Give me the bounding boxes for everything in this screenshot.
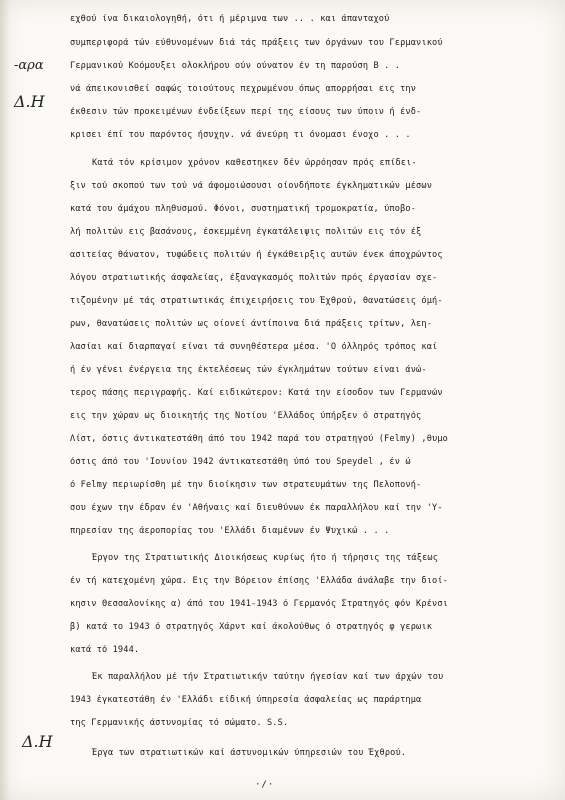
text-line-1: εχθού ίνα δικαιολογηθή, ότι ή μέριμνα των .. . και άπανταχού [70,14,390,24]
text-line-5: έκθεσιν τών προκειμένων ένδείξεων περί της είσους των ύποιν ή ένδ- [70,107,422,117]
page-continuation-mark: ·/· [255,780,275,790]
text-line-26: κησιν Θεσσαλονίκης α) άπό του 1941-1943 ό Γερμανός Στρατηγός φόν Κρένσι [70,599,448,609]
margin-note-3: Δ.Η [22,732,53,751]
text-line-23: πηρεσίαν της άεροπορίας του 'Ελλάδι διαμένων έν Ψυχικώ . . . [70,526,390,536]
text-line-6: κρισει έπί του παρόντος ήσυχην. νά άνεύρη τι όνομασι ένοχο . . . [70,130,411,140]
text-line-13: τιζομένην μέ τάς στρατιωτικάς έπιχειρήσεις του Έχθρού, θανατώσεις όμή- [70,296,443,306]
text-line-18: εις την χώραν ως διοικητής της Νοτίου 'Ελλάδος ύπήρξεν ό στρατηγός [70,411,422,421]
text-line-2: συμπεριφορά τών εύθυνομένων διά τάς πράξεις των όργάνων του Γερμανικού [70,38,443,48]
text-line-15: λασίαι καί διαρπαγαί είναι τά συνηθέστερα μέσα. 'Ο όλληρός τρόπος καί [70,342,438,352]
text-line-11: ασιτείας θάνατον, τυφώδεις πολιτών ή έγκάθειρξις αυτών ένεκ άποχρώντος [70,250,443,260]
text-line-21: ό Felmy περιωρίσθη μέ την διοίκησιν των στρατευμάτων της Πελοπονή- [70,480,422,490]
text-line-31: της Γερμανικής άστυνομίας τό σώματο. S.S. [70,718,289,728]
left-edge-shadow [0,0,10,800]
text-line-4: νά άπεικονισθεί σαφώς τοιούτους πεχρωμένου όπως απορρήσαι εις την [70,84,417,94]
text-line-32: Έργα των στρατιωτικών καί άστυνομικών ύπηρεσιών του Έχθρού. [92,748,407,758]
text-line-3: Γερμανικού Κοόμουξει ολοκλήρου ούν ούνατον έν τη παρούση Β . . [70,61,401,71]
text-line-22: σου έχων την έδραν έν 'Αθήναις καί διευθύνων έκ παραλλήλου καί την 'Υ- [70,503,443,513]
text-line-14: ρων, θανατώσεις πολιτών ως οίονεί άντίποινα διά πράξεις τρίτων, λεη- [70,319,433,329]
text-line-27: β) κατά το 1943 ό στρατηγός Χάρντ καί άκολούθως ό στρατηγός φ γερωικ [70,622,433,632]
text-line-8: ξιν τού σκοπού των τού νά άφομοιώσουσι οίονδήποτε έγκληματικών μέσων [70,181,433,191]
text-line-30: 1943 έγκατεστάθη έν 'Ελλάδι είδική ύπηρεσία άσφαλείας ως παράρτημα [70,695,422,705]
margin-note-1: -αρα [14,58,44,73]
text-line-19: Λίστ, όστις άντικατεστάθη άπό του 1942 παρά του στρατηγού (Felmy) ,θυμο [70,434,448,444]
margin-note-2: Δ.Η [14,92,45,111]
text-line-7: Κατά τόν κρίσιμον χρόνον καθεστηκεν δέν ώρρόησαν πρός επίδει- [92,158,417,168]
text-line-29: Έκ παραλλήλου μέ τήν Στρατιωτικήν ταύτην ήγεσίαν καί των άρχών του [92,672,444,682]
text-line-12: λόγου στρατιωτικής άσφαλείας, έξαναγκασμός πολιτών πρός έργασίαν σχε- [70,273,438,283]
text-line-9: κατά του άμάχου πληθυσμού. Φόνοι, συστηματική τρομοκρατία, ύποβο- [70,204,417,214]
text-line-24: Έργον της Στρατιωτικής Διοικήσεως κυρίως ήτο ή τήρησις της τάξεως [92,553,439,563]
text-line-28: κατά τό 1944. [70,645,140,655]
text-line-20: όστις άπό του 'Ιουνίου 1942 άντικατεστάθη ύπό του Speydel , έν ώ [70,457,411,467]
text-line-17: τερος πάσης περιγραφής. Καί ειδικώτερον: Κατά την είσοδον των Γερμανών [70,388,443,398]
text-line-16: ή έν γένει ένέργεια της έκτελέσεως τών έγκλημάτων τούτων είναι άνώ- [70,365,427,375]
text-line-25: έν τή κατεχομένη χώρα. Εις την Βόρειον έπίσης 'Ελλάδα άνάλαβε την διοί- [70,576,448,586]
text-line-10: λή πολιτών εις βασάνους, έσκεμμένη έγκατάλειψις πολιτών εις τόν έξ [70,227,422,237]
